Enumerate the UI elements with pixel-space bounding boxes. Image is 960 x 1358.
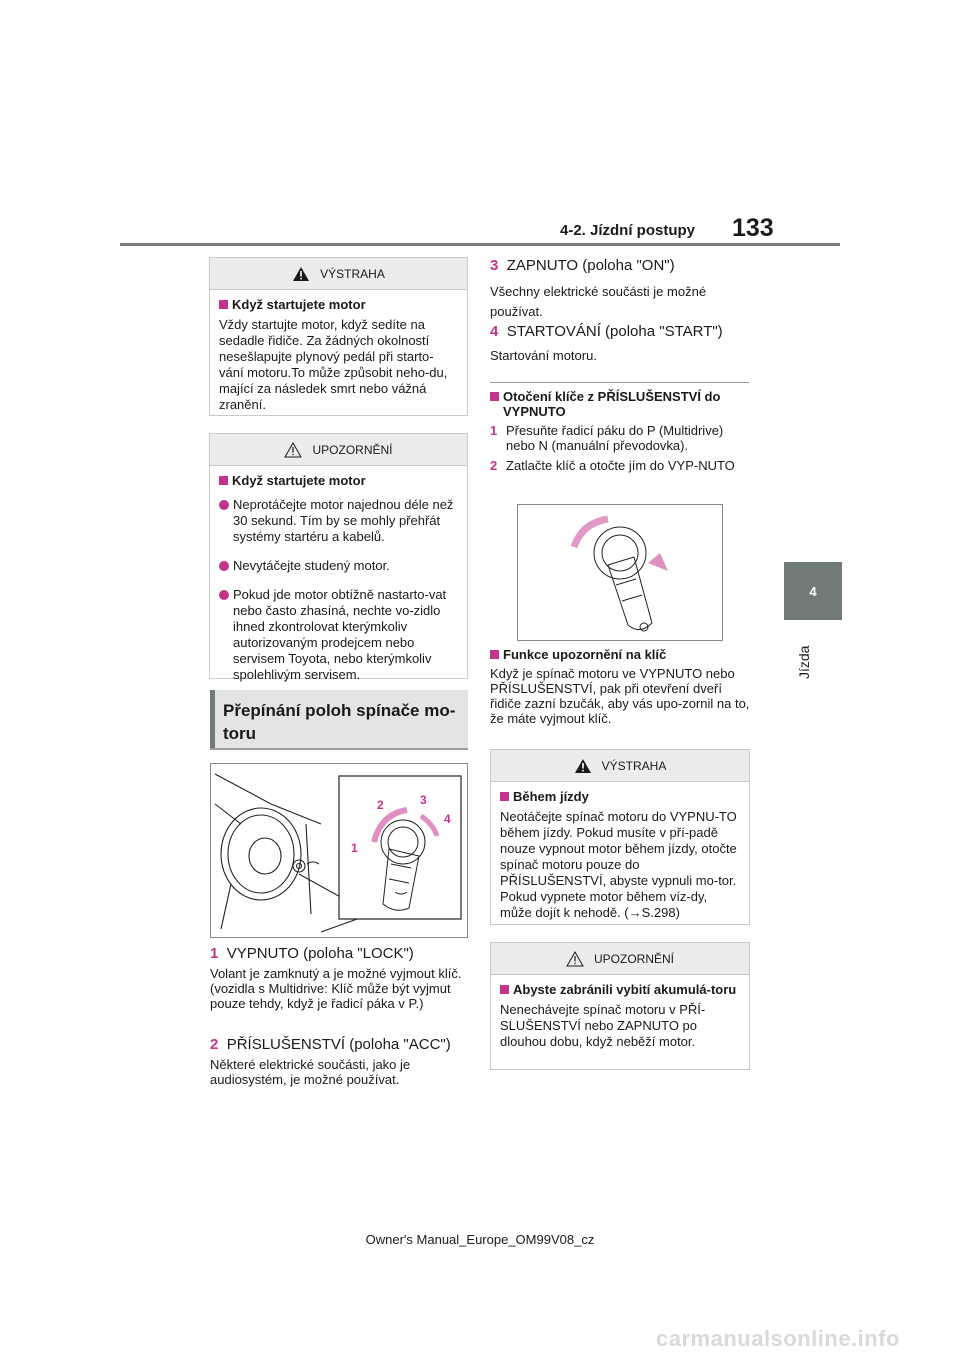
step-number: 1 <box>490 423 498 438</box>
warning-box-driving <box>490 749 750 925</box>
acc-off-step: Zatlačte klíč a otočte jím do VYP-NUTO <box>506 458 735 473</box>
ignition-figure <box>210 763 468 938</box>
notice-heading: Když startujete motor <box>232 473 366 488</box>
header-rule <box>120 243 840 246</box>
warning-title: VÝSTRAHA <box>320 266 385 281</box>
footer-text: Owner's Manual_Europe_OM99V08_cz <box>365 1232 595 1247</box>
dashboard-illustration <box>211 764 467 937</box>
step-heading: STARTOVÁNÍ (poloha "START") <box>506 323 723 340</box>
notice-title: UPOZORNĚNÍ <box>312 442 393 457</box>
section-rule <box>210 748 468 750</box>
notice-box-start <box>209 433 468 682</box>
bullet-square-icon <box>500 792 509 801</box>
step-text: Volant je zamknutý a je možné vyjmout klíč. (vozidla s Multidrive: Klíč může být vyjmut pouze tehdy, když je řadicí páka v P.) <box>210 966 462 1011</box>
caution-icon <box>284 442 302 458</box>
bullet-square-icon <box>219 300 228 309</box>
acc-off-heading: Otočení klíče z PŘÍSLUŠENSTVÍ do VYPNUTO <box>503 389 721 419</box>
step-heading: PŘÍSLUŠENSTVÍ (poloha "ACC") <box>226 1036 451 1053</box>
step-number: 3 <box>490 257 499 274</box>
warning-icon <box>292 266 310 282</box>
page-number: 133 <box>732 214 774 242</box>
key-illustration <box>518 505 722 640</box>
warning-heading: Během jízdy <box>513 789 589 804</box>
step-number: 2 <box>490 458 498 473</box>
step-text: Některé elektrické součásti, jako je audiosystém, je možné používat. <box>210 1057 411 1087</box>
chapter-label: Jízda <box>796 645 812 679</box>
bullet-square-icon <box>500 985 509 994</box>
key-turn-figure <box>517 504 723 641</box>
key-reminder-heading: Funkce upozornění na klíč <box>503 647 667 662</box>
key-reminder-text: Když je spínač motoru ve VYPNUTO nebo PŘÍSLUŠENSTVÍ, pak při otevření dveří řidiče zazní bzučák, aby vás upo-zornil na to, že máte vyjmout klíč. <box>490 666 750 726</box>
step-text: Všechny elektrické součásti je možné používat. <box>490 284 707 319</box>
figure-label-3: 3 <box>420 793 427 807</box>
bullet-square-icon <box>490 392 499 401</box>
caution-icon <box>566 951 584 967</box>
step-heading: ZAPNUTO (poloha "ON") <box>506 257 675 274</box>
key-reminder-section <box>490 647 754 726</box>
warning-title: VÝSTRAHA <box>601 758 667 773</box>
step-text: Startování motoru. <box>490 348 597 363</box>
acc-off-section <box>490 389 752 473</box>
chapter-tab[interactable]: 4 <box>784 562 842 620</box>
step-number: 1 <box>210 945 219 962</box>
watermark-text: carmanualsonline.info <box>656 1326 900 1351</box>
figure-label-2: 2 <box>377 798 384 812</box>
step-heading: VYPNUTO (poloha "LOCK") <box>226 945 414 962</box>
figure-label-4: 4 <box>444 812 451 826</box>
notice-header <box>491 943 749 975</box>
step-2 <box>210 1036 472 1087</box>
bullet-dot-icon <box>219 561 229 571</box>
step-number: 4 <box>490 323 499 340</box>
acc-off-step: Přesuňte řadicí páku do P (Multidrive) nebo N (manuální převodovka). <box>506 423 724 453</box>
warning-text: Vždy startujte motor, když sedíte na sedadle řidiče. Za žádných okolností nesešlapujte plynový pedál při starto-vání motoru.To může způsobit neho-du, mající za následek smrt nebo vážná zranění. <box>219 317 448 412</box>
section-heading: Přepínání poloh spínače mo-toru <box>210 690 468 748</box>
notice-title: UPOZORNĚNÍ <box>593 951 674 966</box>
bullet-square-icon <box>490 650 499 659</box>
notice-box-battery <box>490 942 750 1070</box>
list-item: Neprotáčejte motor najednou déle než 30 sekund. Tím by se mohly přehřát systémy startéru a kabelů. <box>219 497 458 545</box>
bullet-dot-icon <box>219 590 229 600</box>
bullet-square-icon <box>219 476 228 485</box>
notice-text: Nenechávejte spínač motoru v PŘÍ-SLUŠENSTVÍ nebo ZAPNUTO po dlouhou dobu, když neběží motor. <box>500 1002 706 1049</box>
notice-header <box>210 434 467 466</box>
section-title: 4-2. Jízdní postupy <box>560 222 696 239</box>
warning-header <box>491 750 749 782</box>
warning-text: Neotáčejte spínač motoru do VYPNU-TO během jízdy. Pokud musíte v pří-padě nouze vypnout motor během jízdy, otočte spínač motoru pouze do PŘÍSLUŠENSTVÍ, abyste vypnuli mo-tor. Pokud vypnete motor během víz-dy, může dojít k nehodě. (→S.298) <box>500 809 737 920</box>
step-1 <box>210 945 472 1011</box>
warning-box-start <box>209 257 468 416</box>
warning-header <box>210 258 467 290</box>
figure-label-1: 1 <box>351 841 358 855</box>
step-number: 2 <box>210 1036 219 1053</box>
divider <box>490 382 749 383</box>
list-item: Nevytáčejte studený motor. <box>219 558 458 574</box>
warning-heading: Když startujete motor <box>232 297 366 312</box>
step-3 <box>490 257 752 322</box>
bullet-dot-icon <box>219 500 229 510</box>
step-4 <box>490 323 752 363</box>
warning-icon <box>574 758 592 774</box>
list-item: Pokud jde motor obtížně nastarto-vat nebo často zhasíná, nechte vo-zidlo ihned zkontrolovat kterýmkoliv autorizovaným prodejcem nebo servisem Toyota, nebo kterýmkoliv spolehlivým servisem. <box>219 587 458 683</box>
notice-heading: Abyste zabránili vybití akumulá-toru <box>513 982 737 997</box>
